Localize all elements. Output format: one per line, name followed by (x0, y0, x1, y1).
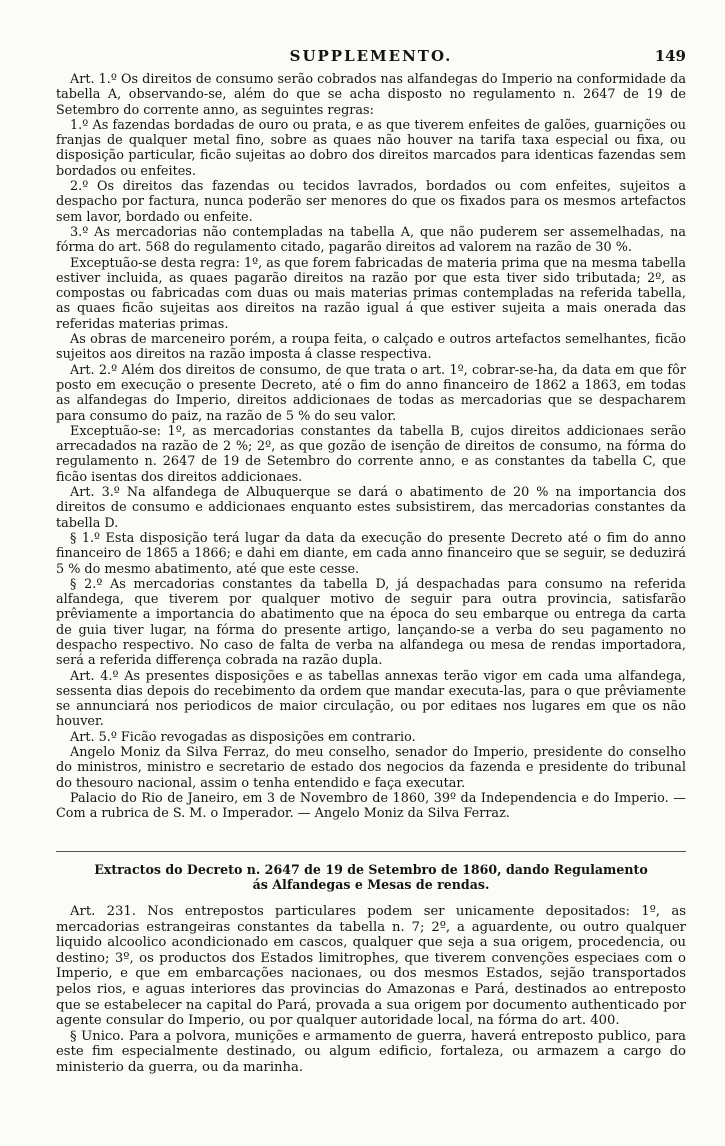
section-divider (56, 851, 686, 852)
rule-2: 2.º Os direitos das fazendas ou tecidos lavrados, bordados ou com enfeites, sujeitos a despacho por factura, nunca poderão ser menores do que os fixados para os mesmos artefactos sem lavor, bordado ou enfeite. (56, 179, 686, 225)
signature-line: Palacio do Rio de Janeiro, em 3 de Novembro de 1860, 39º da Independencia e do Imperio. — Com a rubrica de S. M. o Imperador. — Angelo Moniz da Silva Ferraz. (56, 790, 686, 822)
rule-3: 3.º As mercadorias não contempladas na tabella A, que não puderem ser assemelhadas, na fórma do art. 568 do regulamento citado, pagarão direitos ad valorem na razão de 30 %. (56, 224, 686, 256)
article-3-section-1: § 1.º Esta disposição terá lugar da data da execução do presente Decreto até o fim do anno financeiro de 1865 a 1866; e dahi em diante, em cada anno financeiro que se seguir, se deduzirá 5 % do mesmo abatimento, até que este cesse. (56, 530, 686, 577)
article-231: Art. 231. Nos entrepostos particulares podem ser unicamente depositados: 1º, as mercadorias estrangeiras constantes da tabella n. 7; 2º, a aguardente, ou outro qualquer liquido alcoolico acondicionado em cascos, qualquer que seja a sua origem, procedencia, ou destino; 3º, os productos dos Estados limitrophes, que tiverem convenções especiaes com o Imperio, e que em embarcações nacionaes, ou dos mesmos Estados, sejão transportados pelos rios, e aguas interiores das provincias do Amazonas e Pará, destinados ao entreposto que se estabelecer na capital do Pará, provada a sua origem por documento authenticado por agente consular do Imperio, ou por qualquer autoridade local, na fórma do art. 400. (56, 904, 686, 1029)
article-2-exceptions: Exceptuão-se: 1º, as mercadorias constantes da tabella B, cujos direitos addicionaes serão arrecadados na razão de 2 %; 2º, as que gozão de isenção de direitos de consumo, na fórma do regulamento n. 2647 de 19 de Setembro do corrente anno, e as constantes da tabella C, que ficão isentas dos direitos addicionaes. (56, 423, 686, 485)
article-3: Art. 3.º Na alfandega de Albuquerque se dará o abatimento de 20 % na importancia dos direitos de consumo e addicionaes enquanto estes subsistirem, das mercadorias constantes da tabella D. (56, 485, 686, 531)
article-4: Art. 4.º As presentes disposições e as tabellas annexas terão vigor em cada uma alfandega, sessenta dias depois do recebimento da ordem que mandar executa-las, para o que prêviamente se annunciará nos periodicos de maior circulação, ou por editaes nos lugares em que os não houver. (56, 668, 686, 730)
extracts-heading (56, 862, 686, 892)
article-231-unico: § Unico. Para a polvora, munições e armamento de guerra, haverá entreposto publico, para este fim especialmente destinado, ou algum edificio, fortaleza, ou armazem a cargo do ministerio da guerra, ou da marinha. (56, 1028, 686, 1075)
article-1: Art. 1.º Os direitos de consumo serão cobrados nas alfandegas do Imperio na conformidade da tabella A, observando-se, além do que se acha disposto no regulamento n. 2647 de 19 de Setembro do corrente anno, as seguintes regras: (56, 72, 686, 118)
extracts-heading-line-1: Extractos do Decreto n. 2647 de 19 de Setembro de 1860, dando Regulamento (94, 862, 648, 877)
extracts-heading-line-2: ás Alfandegas e Mesas de rendas. (252, 877, 490, 892)
page-number: 149 (654, 47, 686, 65)
rule-3-exceptions: Exceptuão-se desta regra: 1º, as que forem fabricadas de materia prima que na mesma tabella estiver incluida, as quaes pagarão direitos na razão por que esta tiver sido tributada; 2º, as compostas ou fabricadas com duas ou mais materias primas contempladas na referida tabella, as quaes ficão sujeitas aos direitos na razão igual á que estiver sujeita a mais onerada das referidas materias primas. (56, 255, 686, 332)
running-title: SUPPLEMENTO. (289, 47, 453, 65)
article-5: Art. 5.º Ficão revogadas as disposições em contrario. (70, 729, 416, 745)
article-3-section-2: § 2.º As mercadorias constantes da tabella D, já despachadas para consumo na referida alfandega, que tiverem por qualquer motivo de seguir para outra provincia, satisfarão prêviamente a importancia do abatimento que na época do seu embarque ou entrega da carta de guia tiver lugar, na fórma do presente artigo, lançando-se a verba do seu pagamento no despacho respectivo. No caso de falta de verba na alfandega ou mesa de rendas importadora, será a referida differença cobrada na razão dupla. (56, 576, 686, 669)
decree-text (56, 72, 686, 822)
page-header (56, 47, 686, 69)
article-2: Art. 2.º Além dos direitos de consumo, de que trata o art. 1º, cobrar-se-ha, da data em que fôr posto em execução o presente Decreto, até o fim do anno financeiro de 1862 a 1863, em todas as alfandegas do Imperio, direitos addicionaes de todas as mercadorias que se despacharem para consumo do paiz, na razão de 5 % do seu valor. (56, 362, 686, 424)
extracts-text (56, 904, 686, 1076)
rule-3-furniture: As obras de marceneiro porém, a roupa feita, o calçado e outros artefactos semelhantes, ficão sujeitos aos direitos na razão imposta á classe respectiva. (56, 332, 686, 363)
rule-1: 1.º As fazendas bordadas de ouro ou prata, e as que tiverem enfeites de galões, guarnições ou franjas de qualquer metal fino, sobre as quaes não houver na tarifa taxa especial ou fixa, ou disposição particular, ficão sujeitas ao dobro dos direitos marcados para identicas fazendas sem bordados ou enfeites. (56, 117, 686, 179)
minister-clause: Angelo Moniz da Silva Ferraz, do meu conselho, senador do Imperio, presidente do conselho do ministros, ministro e secretario de estado dos negocios da fazenda e presidente do tribunal do thesouro nacional, assim o tenha entendido e faça executar. (56, 745, 686, 791)
